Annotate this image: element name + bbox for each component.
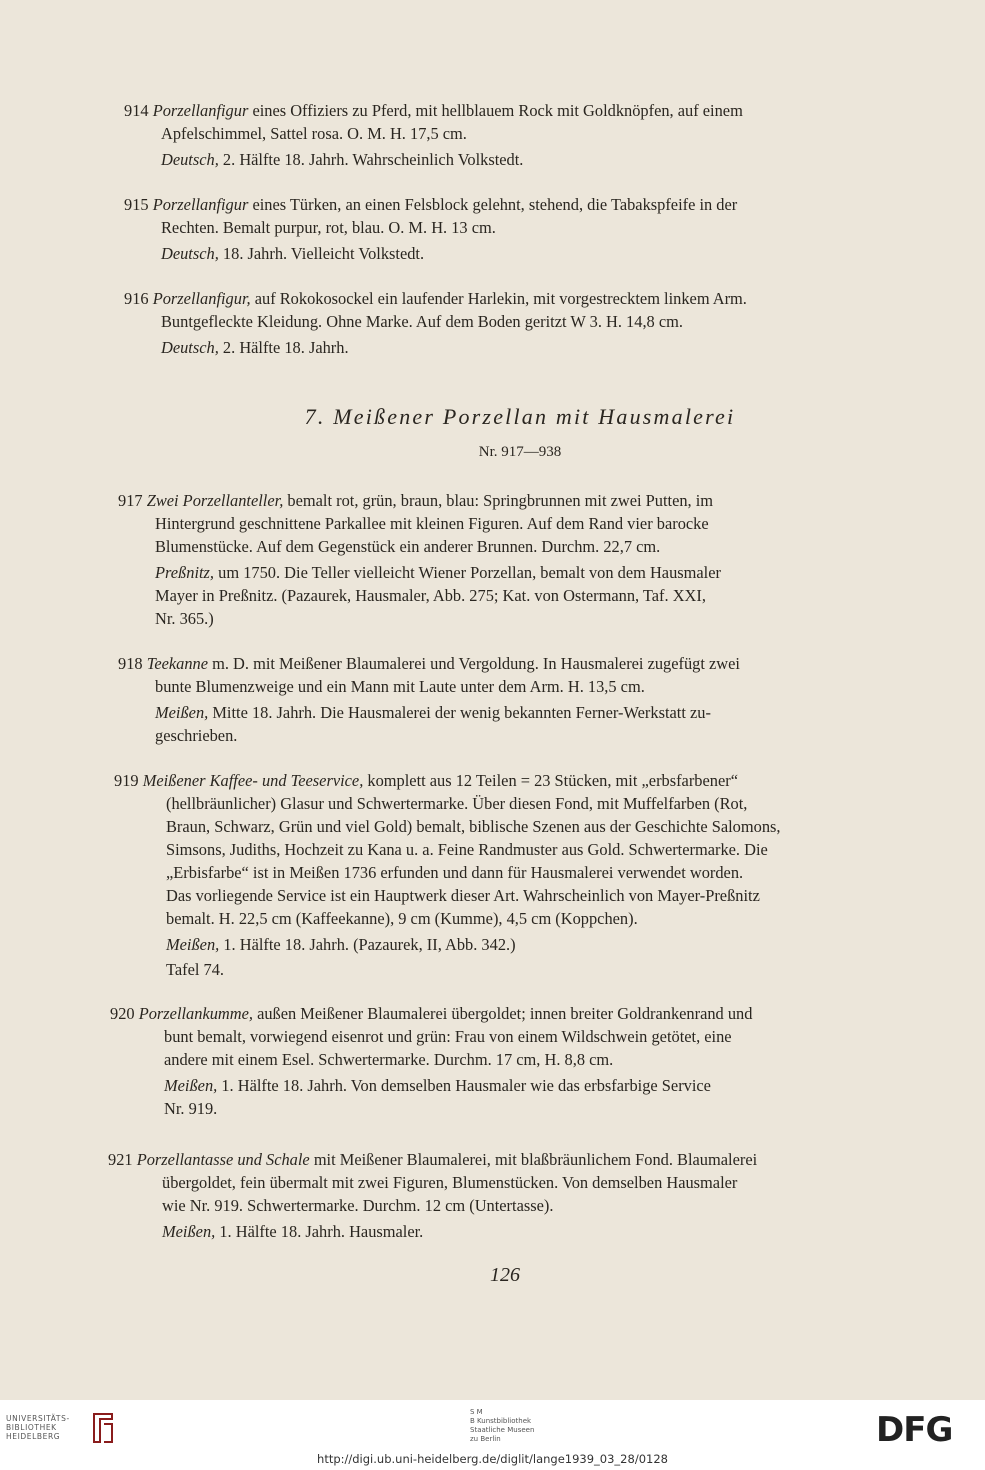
entry-origin: Meißen, 1. Hälfte 18. Jahrh. (Pazaurek, II, Abb. 342.) [166,935,516,954]
entry-title: Zwei Porzellanteller, [146,491,284,510]
museum-logo[interactable]: S M B Kunstbibliothek Staatliche Museen zu Berlin [470,1408,535,1443]
permalink-url[interactable]: http://digi.ub.uni-heidelberg.de/diglit/lange1939_03_28/0128 [317,1452,668,1466]
catalog-entry-921 [108,1148,870,1243]
entry-origin-line: Nr. 365.) [155,609,214,628]
entry-line: wie Nr. 919. Schwertermarke. Durchm. 12 cm (Untertasse). [162,1196,554,1215]
entry-line: 920 Porzellankumme, außen Meißener Blaumalerei übergoldet; innen breiter Goldrankenrand und [110,1004,753,1023]
catalog-entry-917 [118,489,883,630]
entry-origin: Deutsch, 2. Hälfte 18. Jahrh. [161,338,349,357]
entry-line: bemalt. H. 22,5 cm (Kaffeekanne), 9 cm (Kumme), 4,5 cm (Koppchen). [166,909,638,928]
entry-number: 917 [118,491,143,510]
entry-number: 918 [118,654,143,673]
entry-line: 918 Teekanne m. D. mit Meißener Blaumalerei und Vergoldung. In Hausmalerei zugefügt zwei [118,654,740,673]
entry-line: übergoldet, fein übermalt mit zwei Figuren, Blumenstücken. Von demselben Hausmaler [162,1173,738,1192]
entry-number: 919 [114,771,139,790]
entry-line: Buntgefleckte Kleidung. Ohne Marke. Auf dem Boden geritzt W 3. H. 14,8 cm. [161,312,683,331]
entry-title: Porzellanfigur, [152,289,251,308]
entry-origin: Deutsch, 2. Hälfte 18. Jahrh. Wahrscheinlich Volkstedt. [161,150,524,169]
entry-number: 915 [124,195,149,214]
catalog-entry-915 [124,193,889,265]
entry-number: 914 [124,101,149,120]
entry-line: Rechten. Bemalt purpur, rot, blau. O. M. H. 13 cm. [161,218,496,237]
catalog-entry-920 [110,1002,872,1120]
entry-number: 916 [124,289,149,308]
entry-origin-line: geschrieben. [155,726,238,745]
entry-number: 921 [108,1150,133,1169]
catalog-entry-914 [124,99,889,171]
entry-line: Braun, Schwarz, Grün und viel Gold) bemalt, biblische Szenen aus der Geschichte Salomons, [166,817,781,836]
entry-line: Blumenstücke. Auf dem Gegenstück ein anderer Brunnen. Durchm. 22,7 cm. [155,537,661,556]
entry-line: bunte Blumenzweige und ein Mann mit Laute unter dem Arm. H. 13,5 cm. [155,677,645,696]
viewer-footer [0,1400,985,1470]
entry-title: Meißener Kaffee- und Teeservice, [142,771,364,790]
entry-line [124,99,889,122]
entry-number: 920 [110,1004,135,1023]
section-range: Nr. 917—938 [478,444,562,460]
entry-line: Simsons, Judiths, Hochzeit zu Kana u. a. Feine Randmuster aus Gold. Schwertermarke. Die [166,840,768,859]
page-number: 126 [490,1264,520,1286]
entry-origin-line: Nr. 919. [164,1099,218,1118]
entry-origin-line: Mayer in Preßnitz. (Pazaurek, Hausmaler, Abb. 275; Kat. von Ostermann, Taf. XXI, [155,586,706,605]
university-seal-icon [90,1410,116,1446]
entry-title: Teekanne [146,654,208,673]
entry-origin: Preßnitz, um 1750. Die Teller vielleicht Wiener Porzellan, bemalt von dem Hausmaler [155,563,721,582]
entry-text: eines Offiziers zu Pferd, mit hellblauem Rock mit Goldknöpfen, auf einem [252,101,743,120]
entry-title: Porzellanfigur [152,195,249,214]
entry-origin: Meißen, Mitte 18. Jahrh. Die Hausmalerei der wenig bekannten Ferner-Werkstatt zu- [155,703,711,722]
entry-line: 921 Porzellantasse und Schale mit Meißener Blaumalerei, mit blaßbräunlichem Fond. Blaumalerei [108,1150,758,1169]
entry-line: andere mit einem Esel. Schwertermarke. Durchm. 17 cm, H. 8,8 cm. [164,1050,614,1069]
entry-line: 916 Porzellanfigur, auf Rokokosockel ein laufender Harlekin, mit vorgestrecktem linkem Arm. [124,289,747,308]
entry-line: (hellbräunlicher) Glasur und Schwertermarke. Über diesen Fond, mit Muffelfarben (Rot, [166,794,748,813]
entry-title: Porzellantasse und Schale [136,1150,310,1169]
section-title: 7. Meißener Porzellan mit Hausmalerei [304,404,736,429]
entry-origin: Meißen, 1. Hälfte 18. Jahrh. Von demselben Hausmaler wie das erbsfarbige Service [164,1076,711,1095]
entry-plate: Tafel 74. [166,960,225,979]
entry-line: 915 Porzellanfigur eines Türken, an einen Felsblock gelehnt, stehend, die Tabakspfeife in der [124,195,738,214]
dfg-logo[interactable]: DFG [876,1410,953,1450]
catalog-entry-919 [114,769,877,981]
entry-origin: Deutsch, 18. Jahrh. Vielleicht Volkstedt. [161,244,425,263]
catalog-entry-916 [124,287,889,359]
entry-origin: Meißen, 1. Hälfte 18. Jahrh. Hausmaler. [162,1222,424,1241]
entry-line: 919 Meißener Kaffee- und Teeservice, komplett aus 12 Teilen = 23 Stücken, mit „erbsfarbener“ [114,771,738,790]
entry-line: bunt bemalt, vorwiegend eisenrot und grün: Frau von einem Wildschwein getötet, eine [164,1027,732,1046]
university-library-logo[interactable]: UNIVERSITÄTS- BIBLIOTHEK HEIDELBERG [6,1414,70,1441]
catalog-entry-918 [118,652,883,747]
entry-line: „Erbisfarbe“ ist in Meißen 1736 erfunden und dann für Hausmalerei verwendet worden. [166,863,744,882]
entry-line: 917 Zwei Porzellanteller, bemalt rot, grün, braun, blau: Springbrunnen mit zwei Putten, im [118,491,714,510]
entry-line: Apfelschimmel, Sattel rosa. O. M. H. 17,5 cm. [161,124,467,143]
entry-title: Porzellanfigur [152,101,249,120]
entry-line: Hintergrund geschnittene Parkallee mit kleinen Figuren. Auf dem Rand vier barocke [155,514,709,533]
entry-title: Porzellankumme, [138,1004,253,1023]
entry-line: Das vorliegende Service ist ein Hauptwerk dieser Art. Wahrscheinlich von Mayer-Preßnitz [166,886,760,905]
